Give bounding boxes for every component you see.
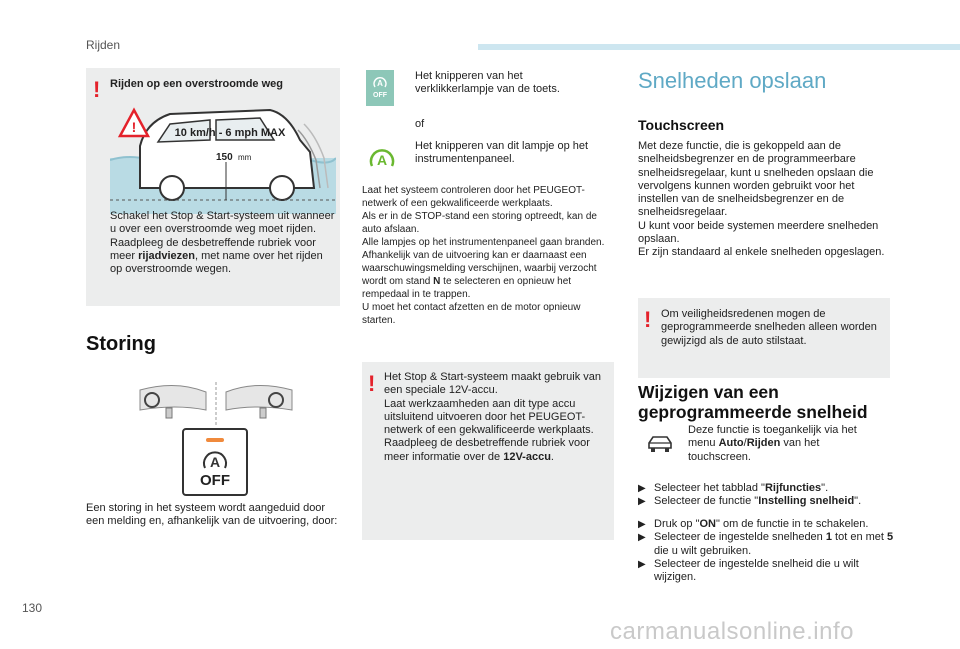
svg-text:A: A — [209, 454, 221, 470]
battery-warning-text: Het Stop & Start-systeem maakt gebruik van een speciale 12V-accu. Laat werkzaamheden aan dit type accu uitsluitend uitvoeren door het PEUGEOT-netwerk of een gekwalificeerde werkplaats. Raadpleeg de desbetreffende rubriek voor meer informatie over de 12V-accu. — [384, 371, 602, 463]
flood-text-2: Raadpleeg de desbetreffende rubriek voor meer rijadviezen, met name over het rijden op overstroomde wegen. — [110, 236, 323, 276]
auto-off-button-icon — [182, 428, 248, 496]
flood-text — [110, 210, 338, 276]
or-text: of — [415, 118, 425, 130]
storing-text: Een storing in het systeem wordt aangeduid door een melding en, afhankelijk van de uitvoering, door: — [86, 502, 338, 528]
steps-list-1 — [638, 482, 898, 509]
step-item: ▶ Selecteer de functie "Instelling snelheid". — [638, 495, 862, 508]
svg-text:A: A — [377, 79, 383, 88]
change-speed-title: Wijzigen van een geprogrammeerde snelheid — [638, 382, 868, 422]
header-bar — [478, 44, 960, 50]
step-item: ▶ Selecteer de ingestelde snelheden 1 tot en met 5 die u wilt gebruiken. — [638, 531, 894, 557]
off-label: OFF — [200, 472, 230, 489]
flood-text-1: Schakel het Stop & Start-systeem uit wanneer u over een overstroomde weg moet rijden. — [110, 210, 335, 236]
touchscreen-text: Met deze functie, die is gekoppeld aan de snelheidsbegrenzer en de programmeerbare snelheidsregelaar, kunt u snelheden opslaan die vervolgens kunnen worden gebruikt voor het instellen van de snelheidsbegrenzer en de snelheidsregelaar. U kunt voor beide systemen meerdere snelheden opslaan. Er zijn standaard al enkele snelheden opgeslagen. — [638, 140, 885, 259]
dashboard-illustration — [136, 382, 296, 426]
page-number: 130 — [22, 601, 43, 615]
blink-button-text: Het knipperen van het verklikkerlampje van de toets. — [415, 70, 560, 96]
flood-title: Rijden op een overstroomde weg — [110, 78, 283, 90]
safety-note-text: Om veiligheidsredenen mogen de geprogrammeerde snelheden alleen worden gewijzigd als de auto stilstaat. — [661, 308, 877, 347]
stop-start-button-icon: A OFF — [366, 70, 394, 106]
warning-icon: ! — [368, 371, 376, 396]
step-item: ▶ Selecteer het tabblad "Rijfuncties". — [638, 482, 829, 494]
step-item: ▶ Selecteer de ingestelde snelheid die u wilt wijzigen. — [638, 557, 859, 584]
section-title: Snelheden opslaan — [638, 68, 827, 93]
green-a-lamp-icon — [368, 144, 396, 170]
access-text: Deze functie is toegankelijk via het menu Auto/Rijden van het touchscreen. — [688, 424, 857, 463]
flood-depth-value: 150 — [216, 152, 233, 163]
warning-icon: ! — [644, 307, 652, 332]
watermark: carmanualsonline.info — [610, 618, 854, 645]
fault-note: Laat het systeem controleren door het PEUGEOT-netwerk of een gekwalificeerde werkplaats. Als er in de STOP-stand een storing optreedt, kan de auto afslaan. Alle lampjes op het instrumentenpaneel gaan branden. Afhankelijk van de uitvoering kan er daarnaast een waarschuwingsmelding verschijnen, waarbij verzocht wordt om stand N te selecteren en opnieuw het rempedaal in te trappen. U moet het contact afzetten en de motor opnieuw starten. — [362, 185, 605, 326]
steps-list-2 — [638, 518, 898, 584]
step-item: ▶ Druk op "ON" om de functie in te schakelen. — [638, 518, 869, 530]
flood-depth-unit: mm — [238, 153, 252, 162]
car-icon — [646, 432, 674, 456]
flood-car-illustration — [110, 100, 336, 214]
running-header: Rijden — [86, 38, 121, 52]
flood-speed-label: 10 km/h - 6 mph MAX — [174, 127, 286, 139]
touchscreen-title: Touchscreen — [638, 117, 725, 133]
svg-text:A: A — [376, 152, 388, 168]
storing-title: Storing — [86, 333, 156, 355]
svg-text:!: ! — [131, 119, 137, 135]
warning-icon: ! — [93, 77, 101, 102]
blink-lamp-text: Het knipperen van dit lampje op het instrumentenpaneel. — [415, 140, 589, 166]
